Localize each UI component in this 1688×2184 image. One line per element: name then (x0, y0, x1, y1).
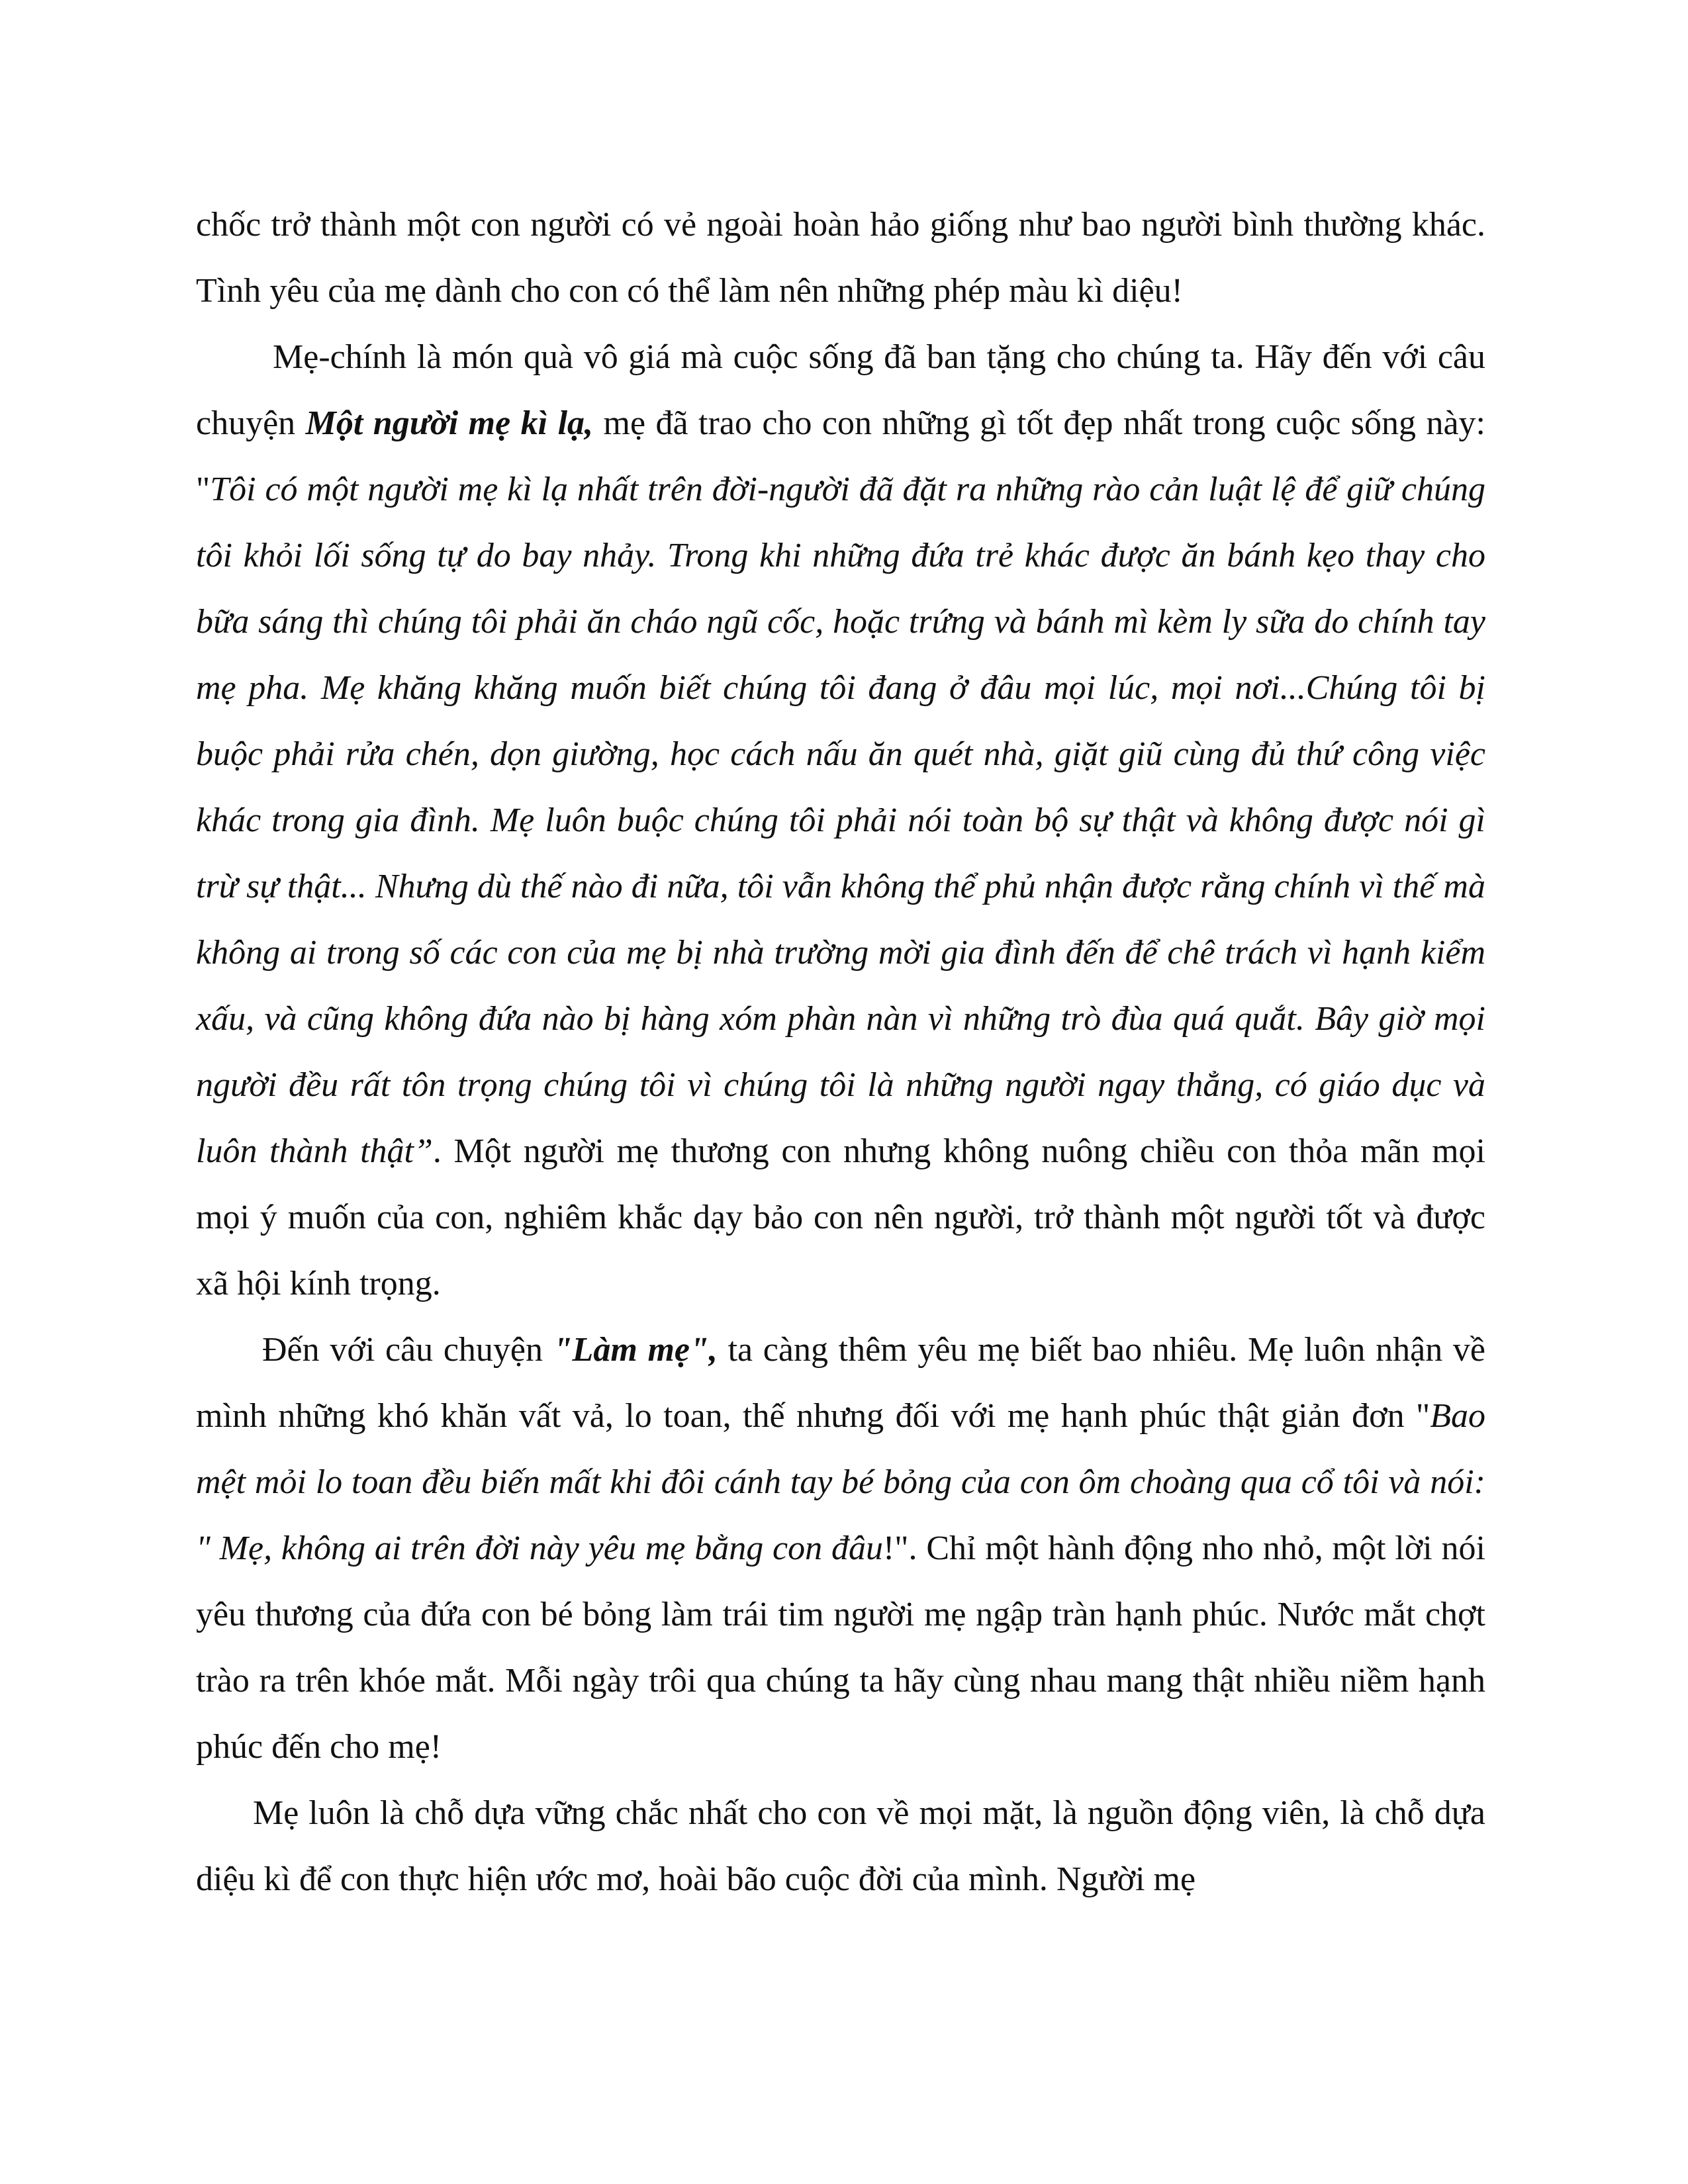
paragraph-2-quote: Tôi có một người mẹ kì lạ nhất trên đời-người đã đặt ra những rào cản luật lệ để giữ chúng tôi khỏi lối sống tự do bay nhảy. Trong khi những đứa trẻ khác được ăn bánh kẹo thay cho bữa sáng thì chúng tôi phải ăn cháo ngũ cốc, hoặc trứng và bánh mì kèm ly sữa do chính tay mẹ pha. Mẹ khăng khăng muốn biết chúng tôi đang ở đâu mọi lúc, mọi nơi...Chúng tôi bị buộc phải rửa chén, dọn giường, học cách nấu ăn quét nhà, giặt giũ cùng đủ thứ công việc khác trong gia đình. Mẹ luôn buộc chúng tôi phải nói toàn bộ sự thật và không được nói gì trừ sự thật... Nhưng dù thế nào đi nữa, tôi vẫn không thể phủ nhận được rằng chính vì thế mà không ai trong số các con của mẹ bị nhà trường mời gia đình đến để chê trách vì hạnh kiểm xấu, và cũng không đứa nào bị hàng xóm phàn nàn vì những trò đùa quá quắt. Bây giờ mọi người đều rất tôn trọng chúng tôi vì chúng tôi là những người ngay thẳng, có giáo dục và luôn thành thật” (196, 471, 1485, 1170)
paragraph-2-text-1: Mẹ-chính là món quà vô giá mà cuộc sống đã ban tặng cho chúng ta. Hãy đến với câu chuyện (196, 338, 1485, 442)
paragraph-2-text-3: . Một người mẹ thương con nhưng không nuông chiều con thỏa mãn mọi mọi ý muốn của con, nghiêm khắc dạy bảo con nên người, trở thành một người tốt và được xã hội kính trọng. (196, 1132, 1485, 1302)
paragraph-3-text-3: !". Chỉ một hành động nho nhỏ, một lời nói yêu thương của đứa con bé bỏng làm trái tim người mẹ ngập tràn hạnh phúc. Nước mắt chợt trào ra trên khóe mắt. Mỗi ngày trôi qua chúng ta hãy cùng nhau mang thật nhiều niềm hạnh phúc đến cho mẹ! (196, 1529, 1485, 1766)
story-title-mot-nguoi-me-ki-la: Một người mẹ kì lạ, (305, 404, 594, 442)
story-title-lam-me: "Làm mẹ", (553, 1331, 718, 1369)
document-page (196, 192, 1485, 1913)
paragraph-2 (196, 324, 1485, 1317)
paragraph-3-text-2: ta càng thêm yêu mẹ biết bao nhiêu. Mẹ luôn nhận về mình những khó khăn vất vả, lo toan, thế nhưng đối với mẹ hạnh phúc thật giản đơn " (196, 1331, 1485, 1435)
paragraph-3-quote: Bao mệt mỏi lo toan đều biến mất khi đôi cánh tay bé bỏng của con ôm choàng qua cổ tôi và nói: " Mẹ, không ai trên đời này yêu mẹ bằng con đâu (196, 1397, 1485, 1567)
paragraph-2-text-2: mẹ đã trao cho con những gì tốt đẹp nhất trong cuộc sống này: " (196, 404, 1486, 508)
paragraph-4-text: Mẹ luôn là chỗ dựa vững chắc nhất cho con về mọi mặt, là nguồn động viên, là chỗ dựa diệu kì để con thực hiện ước mơ, hoài bão cuộc đời của mình. Người mẹ (196, 1794, 1485, 1898)
paragraph-3-text-1: Đến với câu chuyện (262, 1331, 553, 1369)
paragraph-3 (196, 1317, 1485, 1780)
paragraph-1-text: chốc trở thành một con người có vẻ ngoài hoàn hảo giống như bao người bình thường khác. Tình yêu của mẹ dành cho con có thể làm nên những phép màu kì diệu! (196, 206, 1485, 310)
paragraph-1 (196, 192, 1485, 324)
paragraph-4 (196, 1780, 1485, 1913)
